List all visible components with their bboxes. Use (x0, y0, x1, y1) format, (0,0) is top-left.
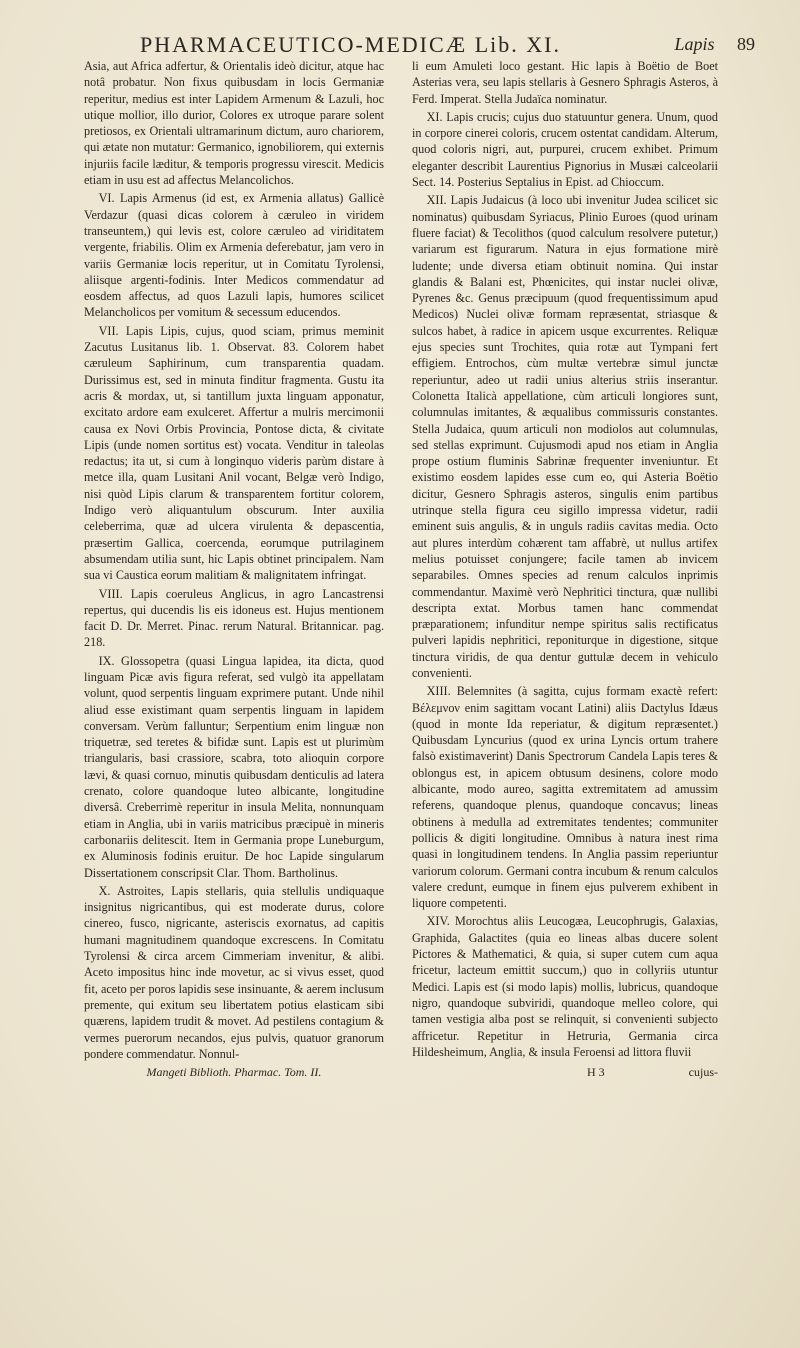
paragraph: IX. Glossopetra (quasi Lingua lapidea, ita dicta, quod linguam Picæ avis figura referat, sed vulgò ita appellatam volunt, quod serpentis linguam exprimere putant. Unde nihil aliud esse existimant quam serpentis linguam in lapidem conversam. Verùm falluntur; Serpentium enim linguæ non triquetræ, sed teretes & bifidæ sunt. Lapis est ut plurimùm triangularis, basi crassiore, scabra, toto alioquin corpore lævi, & quasi cornuo, minutis quibusdam denticulis ad latera crenato, colore quandoque luteo albicante, longitudine diversâ. Creberrimè reperitur in insula Melita, nonnunquam etiam in Anglia, ubi in variis matricibus præcipuè in mineris carbonariis delitescit. Item in Germania prope Luneburgum, ex Aluminosis fodinis eruitur. De hoc Lapide singularum Dissertationem conscripsit Clar. Thom. Bartholinus. (84, 653, 384, 880)
paragraph: XIV. Morochtus aliis Leucogæa, Leucophrugis, Galaxias, Graphida, Galactites (quia eo lineas albas ducere solent Pictores & Mathematici, & quia, si super cutem cum aqua fricetur, lacteum emittit succum,) quo in collyriis utuntur Medici. Lapis est (si modo lapis) mollis, lubricus, quandoque nigro, quandoque subviridi, quandoque melleo colore, qui tamen vestigia alba post se relinquit, si convenienti subjecto affricetur. Repetitur in Hetruria, Germania circa Hildesheimum, Anglia, & insula Feroensi ad littora fluvii (412, 914, 718, 1059)
paragraph: Asia, aut Africa adfertur, & Orientalis ideò dicitur, atque hac notâ probatur. Non fixus quibusdam in locis Germaniæ reperitur, medius est inter Lapidem Armenum & Lazuli, hoc utique mollior, illo durior, Colores ex utroque parare solent pretiosos, ex Orientali ultramarinum dictum, auro chariorem, qui ætate non mutatur: Germanico, ignobiliorem, qui externis injuriis facile læditur, & temporis progressu virescit. Medicis etiam in usu est ad affectus Melancolichos. (84, 59, 384, 188)
right-column (412, 58, 718, 1080)
paragraph: XIII. Belemnites (à sagitta, cujus formam exactè refert: Βέλεμνον enim sagittam vocant Latini) aliis Dactylus Idæus (quod in monte Ida reperiatur, & digitum repræsentet.) Quibusdam Lyncurius (quod ex urina Lyncis ortum trahere falsò existimaverint) Danis Spectrorum Candela Lapis teres & oblongus est, in apicem obtusum desinens, colore modo albicante, modo aureo, sagitta extremitatem ad amussim referens, quandoque plenus, quandoque concavus; lineas obtinens à medulla ad extremitates tendentes; communiter pollicis & digiti longitudine. Omnibus à natura inest rima quasi in longitudinem tendens. In Anglia passim reperiuntur variorum colorum. Germani contra incubum & renum calculos valere credunt, eumque in finem ejus pulverem exhibent in liquore competenti. (412, 684, 718, 911)
footer-attribution: Mangeti Biblioth. Pharmac. Tom. II. (146, 1065, 322, 1080)
page-label: Lapis (674, 34, 715, 54)
paragraph: li eum Amuleti loco gestant. Hic lapis à Boëtio de Boet Asterias vera, seu lapis stellaris à Gesnero Sphragis Asteros, à Ferd. Imperat. Stella Judaïca nominatur. (412, 59, 718, 106)
paragraph: VI. Lapis Armenus (id est, ex Armenia allatus) Gallicè Verdazur (quasi dicas colorem à cæruleo in viridem transeuntem,) qui levis est, colore cæruleo ad viriditatem vergente, friabilis. Olim ex Armenia deferebatur, jam vero in variis Germaniæ locis reperitur, ut in Comitatu Tyrolensi, aliisque argenti-fodinis. Inter Medicos commendatur ad eosdem affectus, ad quos Lazuli lapis, humores scilicet Melancholicos per vomitum & secessum educendos. (84, 191, 384, 320)
page-number-group (674, 34, 755, 55)
paragraph: XI. Lapis crucis; cujus duo statuuntur genera. Unum, quod in corpore cinerei coloris, crucem ostentat candidam. Alterum, quod coloris nigri, aut, purpurei, crucem exhibet. Primum eleganter describit Laurentius Pignorius in Musæi calceolarii Sect. 14. Posterius Septalius in Epist. ad Chioccum. (412, 109, 718, 190)
paragraph: VII. Lapis Lipis, cujus, quod sciam, primus meminit Zacutus Lusitanus lib. 1. Observat. 83. Colorem habet cæruleum Saphirinum, cum transparentia quadam. Durissimus est, sed in minuta finditur fragmenta. Gustu ita acris & mordax, ut, si tantillum juxta linguam apponatur, excitato ardore eam exulceret. Affertur a mulris mercimonii causa ex Novi Orbis Provincia, Pontose dicta, & civitate Lipis (unde nomen sortitus est) vocata. Venditur in taleolas redactus; ita ut, si cum à longinquo videris parùm distare à metce illa, quam Lusitani Anil vocant, Belgæ verò Indigo, nisi quòd Lipis clarum & transparentem fortitur colorem, Indigo verò aliquantulum obscurum. Inter auxilia celeberrima, quæ ad ulcera virulenta & depascentia, præsertim Gallica, coercenda, eorumque putrilaginem absumendam utilia sunt, hic Lapis obtinet principalem. Nam sua vi Caustica eorum malitiam & malignitatem infringat. (84, 323, 384, 583)
paragraph: X. Astroites, Lapis stellaris, quia stellulis undiquaque insignitus nigricantibus, qui est moderate durus, colore cinereo, fusco, nigricante, asteriscis exornatus, ad capitis humani magnitudinem quandoque excrescens. In Comitatu Tyrolensi & circa arcem Cimmeriam invenitur, & alibi. Aceto impositus hinc inde movetur, ac si vivus esset, quod fit, aceto per poros lapidis sese insinuante, & aerem inclusum premente, qui exitum seu libertatem potius elasticam sibi quærens, lapidem trudit & movet. Ad pestilens contagium & vermes puerorum necandos, ejus pulvis, quatuor granorum pondere commendatur. Nonnul- (84, 883, 384, 1061)
paragraph: XII. Lapis Judaicus (à loco ubi invenitur Judea scilicet sic nominatus) quibusdam Syriacus, Plinio Euroes (quod urinam fluere faciat) & Tecolithos (quod calculum resolvere putetur,) variarum est figurarum. Natura in ejus formatione mirè ludente; unde diversa etiam obtinuit nomina. Qui instar glandis & Balani est, Phœnicites, qui instar nuclei olivæ, Pyrenes &c. Genus præcipuum (quod frequentissimum apud Medicos) Nuclei olivæ formam repræsentat, striasque & sulcos habet, à radice in apicem usque excurrentes. Reliquæ ejus species sunt Trochites, quia rotæ aut Tympani fert effigiem. Entrochos, cùm multæ vertebræ simul junctæ reperiuntur, adeo ut radii unius alterius striis inserantur. Colonetta Italicà appellatione, cùm articuli longiores sunt, columnulas imitantes, & æqualibus commissuris constantes. Stella Judaica, quum articuli non modiolos aut columnulas, sed stellas exprimunt. Cujusmodi apud nos etiam in Anglia prope ostium fluminis Sabrinæ frequenter inveniuntur. Et existimo eosdem lapides esse cum eo, qui Asteria Boëtio dicitur, Gesnero Sphragis asteros, singulis enim partibus utrinque stella figura ceu sigillo impressa videtur, radii eminent suis angulis, & in unguls radiis cavitas media. Octo aut plures interdùm cohærent tam affabrè, ut nullus artifex melius potuisset conjungere; facile tamen ab invicem separabiles. Omnes species ad renum calculos inprimis commendantur. Maximè verò Nephritici tinctura, quæ nullibi descripta extat. Morbus tamen hanc commendat præparationem; infunditur nempe spiritus salis rectificatus pulveri lapidis nephritici, reponiturque in digestione, sitque tinctura viridis, de qua dentur guttulæ decem in vehiculo convenienti. (412, 193, 718, 680)
signature-mark: H 3 (587, 1065, 605, 1080)
running-title: PHARMACEUTICO-MEDICÆ Lib. XI. (140, 32, 561, 57)
left-column (84, 58, 384, 1080)
page-footer-right (412, 1064, 718, 1080)
catchword: cujus- (688, 1065, 718, 1080)
page-number: 89 (737, 34, 755, 54)
page-header (140, 32, 755, 58)
paragraph: VIII. Lapis coeruleus Anglicus, in agro Lancastrensi repertus, qui ducendis lis eis idoneus est. Hujus mentionem facit D. Dr. Merret. Pinac. rerum Natural. Britannicar. pag. 218. (84, 586, 384, 650)
